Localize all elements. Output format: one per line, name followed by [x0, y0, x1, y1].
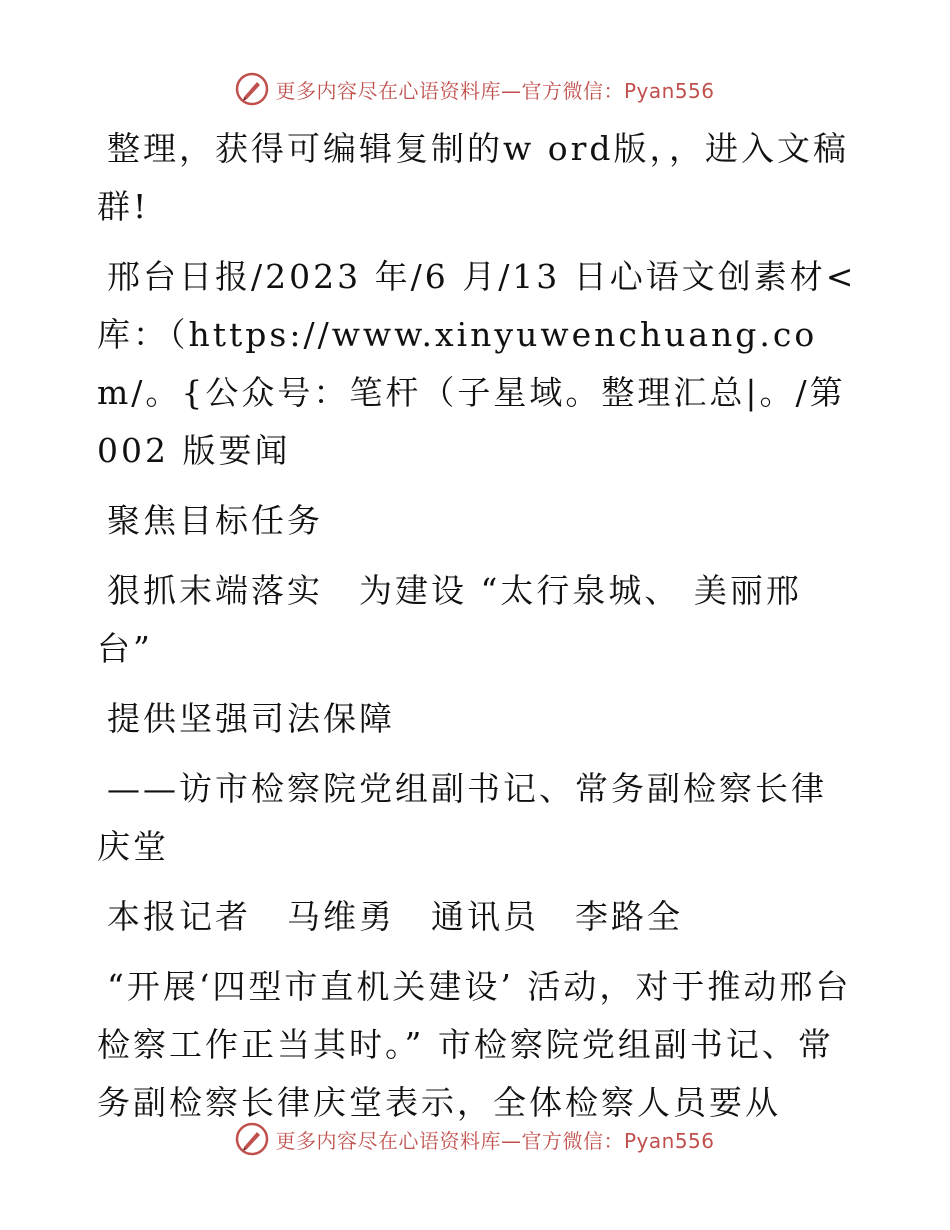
- page-footer-watermark: [0, 1122, 950, 1156]
- paragraph: 邢台日报/2023 年/6 月/13 日心语文创素材<库：（https://www.xinyuwenchuang.com/。{公众号：笔杆（子星域。整理汇总|。/第 002 版要闻: [97, 257, 857, 470]
- paragraph: 提供坚强司法保障: [107, 699, 395, 738]
- paragraph: 整理，获得可编辑复制的w ord版，，进入文稿群!: [97, 129, 850, 226]
- pen-logo-icon: [235, 72, 269, 106]
- pen-logo-icon: [235, 1122, 269, 1156]
- paragraph: 狠抓末端落实 为建设 “太行泉城、 美丽邢台”: [97, 571, 802, 668]
- watermark-text: 更多内容尽在心语资料库—官方微信：Pyan556: [275, 78, 715, 103]
- paragraph: ——访市检察院党组副书记、常务副检察长律庆堂: [97, 769, 827, 866]
- watermark-text: 更多内容尽在心语资料库—官方微信：Pyan556: [275, 1128, 715, 1153]
- paragraph: 聚焦目标任务: [107, 501, 323, 540]
- paragraph: 本报记者 马维勇 通讯员 李路全: [107, 897, 683, 936]
- page-header-watermark: [0, 72, 950, 106]
- document-body: [97, 120, 857, 1144]
- paragraph: “开展‘四型市直机关建设’ 活动，对于推动邢台检察工作正当其时。” 市检察院党组副书记、常务副检察长律庆堂表示，全体检察人员要从: [97, 967, 852, 1122]
